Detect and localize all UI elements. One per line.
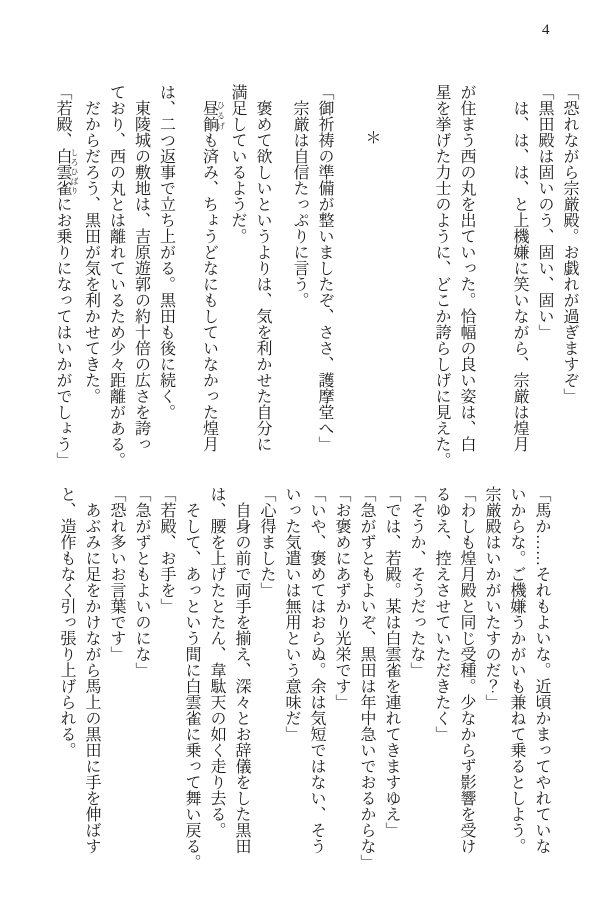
text-line: 「そうか、そうだったな」 [408,486,425,678]
text-line: 「急がずともよいぞ、黒田は年中急いでおるからな」 [358,486,375,870]
text-line: 「若殿、白雲雀 しろひばりにお乗りになってはいかがでしょう」 [54,84,79,468]
text-line: 宗厳殿はいかがいたすのだ？」 [483,486,500,710]
bottom-text-block [54,486,554,878]
text-line: 褒めて欲しいというよりは、気を利かせた自分に [254,100,271,452]
text-line: は、腰を上げたとたん、韋駄天の如く走り去る。 [208,486,225,838]
text-line: 自身の前で両手を揃え、深々とお辞儀をした黒田 [233,502,250,854]
text-line: 「恐れながら宗厳殿。お戯れが過ぎますぞ」 [561,84,578,404]
text-line: 「わしも煌月殿と同じ受種。少なからず影響を受け [458,486,475,854]
furigana: ひるげ [216,100,226,132]
text-line: 「若殿、お手を」 [158,486,175,614]
top-text-block [50,84,582,476]
text-line: 「御祈祷の準備が整いましたぞ、ささ、護摩堂へ」 [316,84,333,452]
text-line: 「いや、褒めてはおらぬ。余は気短ではない、そう [308,486,325,854]
text-line: は、は、は、と上機嫌に笑いながら、宗厳は煌月 [511,100,528,452]
text-line: るゆえ、控えさせていただきたく」 [433,486,450,742]
text-line: あぶみに足をかけながら馬上の黒田に手を伸ばす [83,502,100,854]
text-line: 宗厳は自信たっぷりに言う。 [291,100,308,308]
text-line: 東陵城の敷地は、吉原遊郭の約十倍の広さを誇っ [132,100,150,452]
text-line: だからだろう、黒田が気を利かせてきた。 [82,100,100,404]
text-line: 「馬か……それもよいな。近頃かまってやれていな [533,486,550,854]
ruby-annotated-word: 昼餉 ひるげ [200,100,226,132]
text-line: と、造作もなく引っ張り上げられる。 [58,486,75,758]
text-line: は、二つ返事で立ち上がる。黒田も後に続く。 [157,84,175,420]
text-line: 星を挙げた力士のように、どこか誇らしげに見えた。 [433,84,450,468]
text-line: 満足しているようだ。 [229,84,246,244]
text-line: 「恐れ多いお言葉です」 [108,486,125,662]
text-line: 「では、若殿。某は白雲雀を連れてきますゆえ」 [383,486,400,838]
text-line: が住まう西の丸を出ていった。恰幅の良い姿は、白 [458,84,475,452]
page-number: 4 [542,22,550,38]
text-line: ており、西の丸とは離れているため少々距離がある。 [107,84,125,468]
text-line: 「お褒めにあずかり光栄です」 [333,486,350,710]
text-line: いからな。ご機嫌うかがいも兼ねて乗るとしよう。 [508,486,525,854]
text-line: 「心得ました」 [258,486,275,598]
section-separator: ＊ [363,129,380,145]
text-line: 「黒田殿は固いのう、固い、固い」 [536,84,553,340]
ruby-annotated-word: 白雲雀 しろひばり [54,148,79,196]
text-line: いった気遣いは無用という意味だ」 [283,486,300,742]
text-line: 「急がずともよいのにな」 [133,486,150,678]
text-line: そして、あっという間に白雲雀に乗って舞い戻る。 [183,502,200,870]
furigana: しろひばり [70,148,79,196]
text-line: 昼餉 ひるげも済み、ちょうどなにもしていなかった煌月 [200,100,226,452]
